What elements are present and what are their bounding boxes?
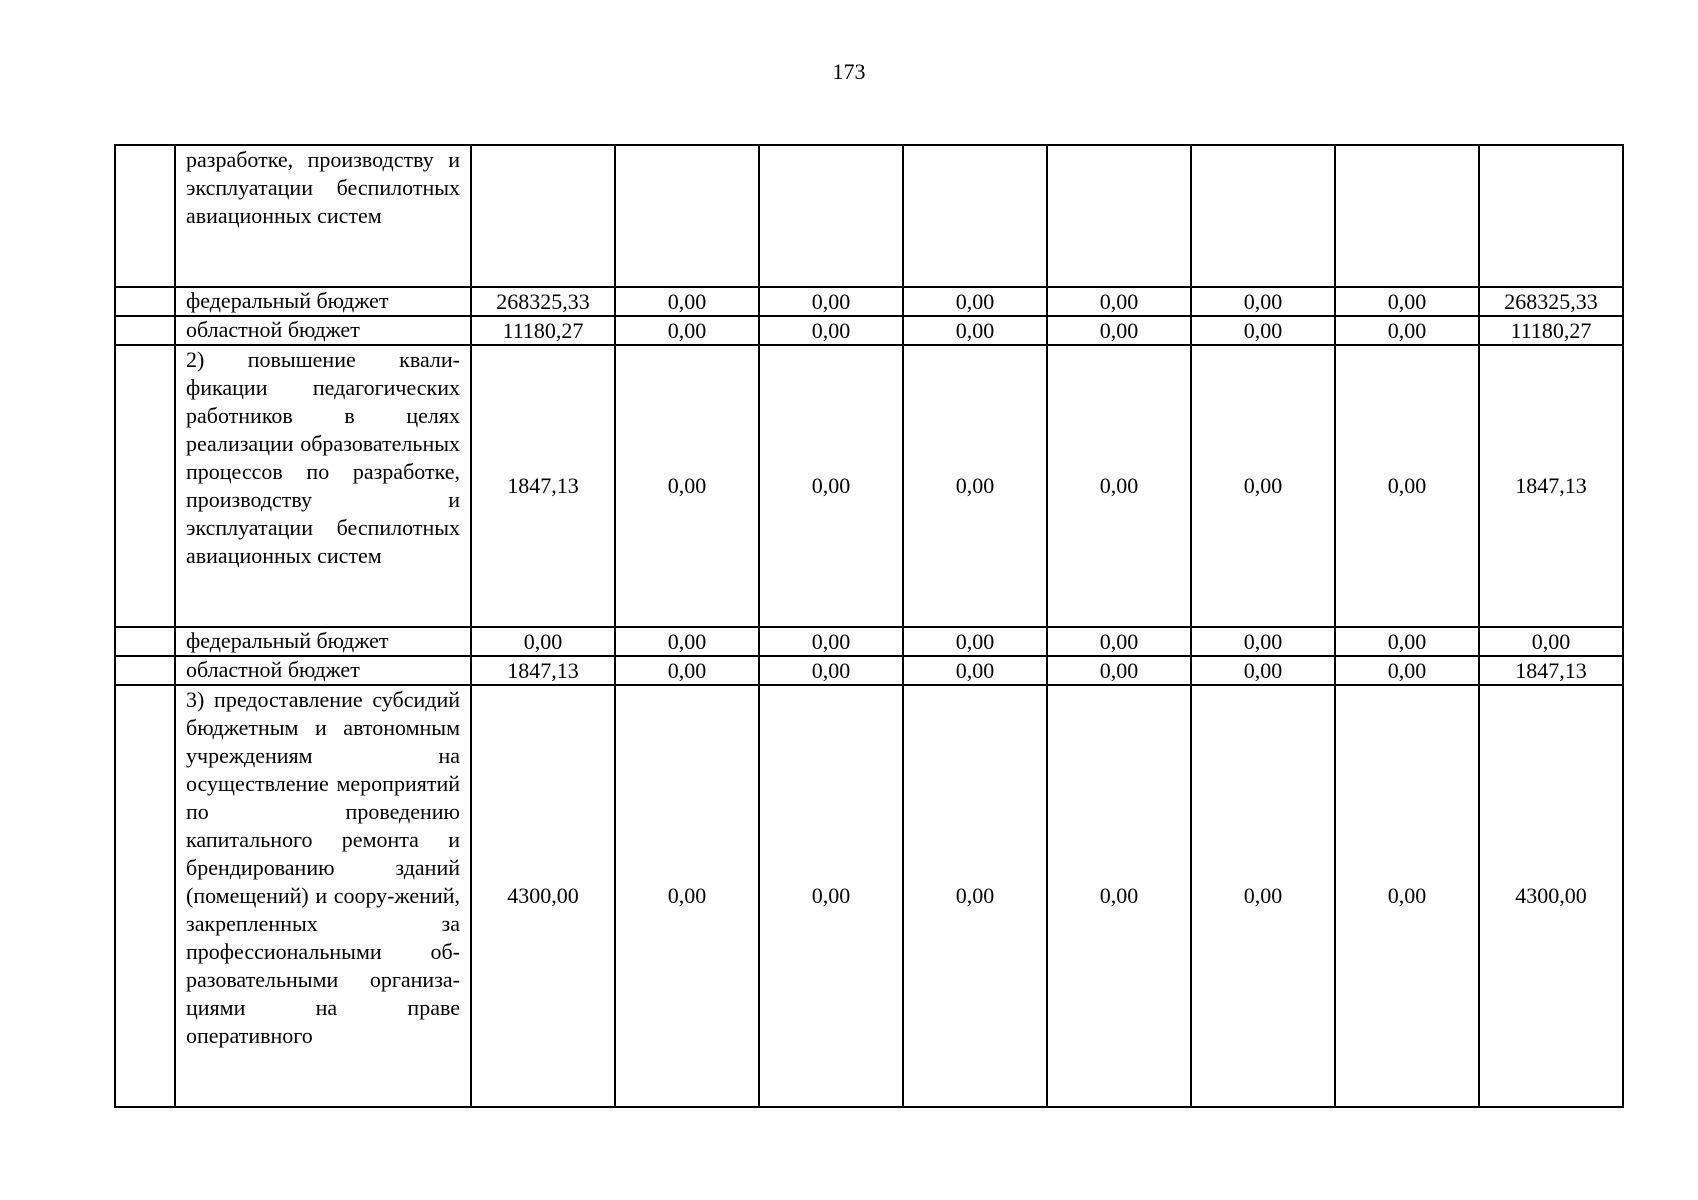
row-number-cell <box>115 316 175 345</box>
value-cell: 0,00 <box>1047 656 1191 685</box>
value-cell: 0,00 <box>1047 685 1191 1107</box>
value-cell: 268325,33 <box>471 287 615 316</box>
value-cell: 0,00 <box>1335 287 1479 316</box>
value-cell: 0,00 <box>1191 345 1335 627</box>
value-cell: 0,00 <box>1191 287 1335 316</box>
value-cell: 11180,27 <box>1479 316 1623 345</box>
value-cell: 0,00 <box>903 656 1047 685</box>
value-cell: 0,00 <box>1191 627 1335 656</box>
budget-table <box>114 144 1624 1108</box>
value-cell: 0,00 <box>471 627 615 656</box>
value-cell <box>1479 145 1623 287</box>
value-cell: 1847,13 <box>471 345 615 627</box>
value-cell: 268325,33 <box>1479 287 1623 316</box>
value-cell: 0,00 <box>1047 345 1191 627</box>
page-number: 173 <box>832 59 866 84</box>
row-name-cell: 2) повышение квали-фикации педагогических работников в целях реализации образовательных процессов по разработке, производству и эксплуатации беспилотных авиационных систем <box>175 345 471 627</box>
value-cell: 0,00 <box>615 627 759 656</box>
value-cell <box>615 145 759 287</box>
table-row <box>115 345 1623 627</box>
value-cell <box>1047 145 1191 287</box>
value-cell: 0,00 <box>759 627 903 656</box>
value-cell: 0,00 <box>615 316 759 345</box>
value-cell <box>1335 145 1479 287</box>
value-cell: 0,00 <box>903 287 1047 316</box>
value-cell: 0,00 <box>1335 656 1479 685</box>
row-name-cell: 3) предоставление субсидий бюджетным и автономным учреждениям на осуществление мероприятий по проведению капитального ремонта и брендированию зданий (помещений) и соору-жений, закрепленных за профессиональными об-разовательными организа-циями на праве оперативного <box>175 685 471 1107</box>
table-row <box>115 685 1623 1107</box>
value-cell: 0,00 <box>1191 316 1335 345</box>
value-cell: 4300,00 <box>471 685 615 1107</box>
value-cell: 0,00 <box>1047 287 1191 316</box>
value-cell: 0,00 <box>1479 627 1623 656</box>
value-cell: 0,00 <box>903 345 1047 627</box>
value-cell: 0,00 <box>759 316 903 345</box>
row-number-cell <box>115 287 175 316</box>
value-cell: 11180,27 <box>471 316 615 345</box>
value-cell: 0,00 <box>615 345 759 627</box>
table-row <box>115 145 1623 287</box>
value-cell: 0,00 <box>615 685 759 1107</box>
value-cell: 4300,00 <box>1479 685 1623 1107</box>
value-cell: 0,00 <box>1191 656 1335 685</box>
row-number-cell <box>115 656 175 685</box>
row-name-cell: федеральный бюджет <box>175 627 471 656</box>
row-name-cell: разработке, производству и эксплуатации беспилотных авиационных систем <box>175 145 471 287</box>
table-row <box>115 316 1623 345</box>
value-cell: 0,00 <box>615 287 759 316</box>
value-cell <box>1191 145 1335 287</box>
value-cell: 1847,13 <box>1479 656 1623 685</box>
row-name-cell: федеральный бюджет <box>175 287 471 316</box>
value-cell <box>903 145 1047 287</box>
row-number-cell <box>115 627 175 656</box>
value-cell: 0,00 <box>759 685 903 1107</box>
value-cell: 0,00 <box>1047 316 1191 345</box>
value-cell: 0,00 <box>903 685 1047 1107</box>
value-cell: 1847,13 <box>1479 345 1623 627</box>
row-name-cell: областной бюджет <box>175 656 471 685</box>
value-cell: 1847,13 <box>471 656 615 685</box>
row-name-cell: областной бюджет <box>175 316 471 345</box>
table-row <box>115 627 1623 656</box>
row-number-cell <box>115 685 175 1107</box>
value-cell: 0,00 <box>1335 627 1479 656</box>
value-cell: 0,00 <box>1335 345 1479 627</box>
row-number-cell <box>115 345 175 627</box>
row-number-cell <box>115 145 175 287</box>
value-cell <box>759 145 903 287</box>
value-cell <box>471 145 615 287</box>
value-cell: 0,00 <box>903 316 1047 345</box>
value-cell: 0,00 <box>1191 685 1335 1107</box>
value-cell: 0,00 <box>759 656 903 685</box>
value-cell: 0,00 <box>759 287 903 316</box>
value-cell: 0,00 <box>1047 627 1191 656</box>
value-cell: 0,00 <box>1335 316 1479 345</box>
value-cell: 0,00 <box>615 656 759 685</box>
value-cell: 0,00 <box>1335 685 1479 1107</box>
table-row <box>115 656 1623 685</box>
value-cell: 0,00 <box>903 627 1047 656</box>
value-cell: 0,00 <box>759 345 903 627</box>
table-row <box>115 287 1623 316</box>
